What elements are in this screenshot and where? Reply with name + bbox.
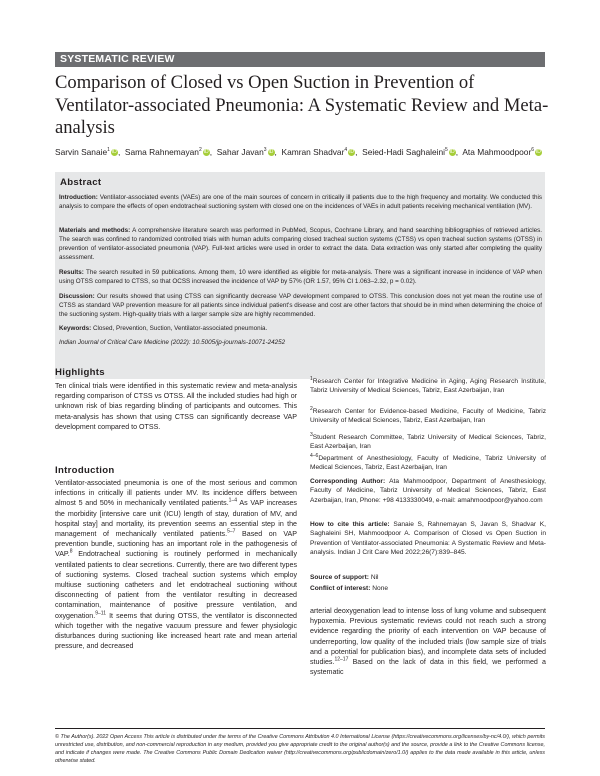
abstract-methods: Materials and methods: A comprehensive literature search was performed in PubMed, Scopus, Cochrane Library, and hand searching bibliographies of retrieved articles. The search was confined to randomized controlled trials with human adults comparing closed tracheal suction systems (CTSS) vs open tracheal suction systems (OTSS) in prevention of ventilator-associated pneumonia (VAP). Full-text articles were used in order to extract the data. Data extraction was only started after completing the quality assessment. (59, 227, 542, 262)
author[interactable]: Kamran Shadvar$^4$ iD (281, 147, 355, 157)
affiliation-4: $^{4-6}$Department of Anesthesiology, Faculty of Medicine, Tabriz University of Medical Sciences, Tabriz, East Azerbaijan, Iran (310, 452, 546, 472)
affiliation-1: $^1$Research Center for Integrative Medicine in Aging, Aging Research Institute, Tabriz University of Medical Sciences, Tabriz, East Azerbaijan, Iran (310, 375, 546, 395)
how-to-cite: How to cite this article: Sanaie S, Rahnemayan S, Javan S, Shadvar K, Saghaleini SH, Mahmoodpoor A. Comparison of Closed vs Open Suction in Prevention of Ventilator-associated Pneumonia: A Systematic Review and Meta-analysis. Indian J Crit Care Med 2022;26(7):839–845. (310, 521, 546, 556)
author[interactable]: Ata Mahmoodpoor$^6$ iD (462, 147, 541, 157)
orcid-icon[interactable]: iD (112, 149, 117, 156)
introduction-text: Ventilator-associated pneumonia is one of the most serious and common infections in critically ill patients under MV. Its incidence differs between almost 5 and 50% in mechanically ventilated patients.$^{1-4}$ As VAP increases the morbidity [intensive care unit (ICU) length of stay, duration of MV, and hospital stay] and mortality, its prevention seems an essential step in the management of mechanically ventilated patients.$^{5-7}$ Based on VAP prevention bundle, suctioning has an important role in the pathogenesis of VAP.$^8$ Endotracheal suctioning is routinely performed in mechanically ventilated patients to clear secretions. Currently, there are two different types of suctioning systems. Closed tracheal suction systems which employ multiuse suctioning catheters and let endotracheal suctioning without disconnecting of patient from the ventilator resulting in decreased contamination, maintenance of positive pressure ventilation, and oxygenation.$^{9-11}$ It seems that during OTSS, the ventilator is disconnected which together with the negative vacuum pressure and fewer physiologic disturbances during suctioning like increased heart rate and mean arterial pressure, and decreased (55, 479, 297, 651)
article-title: Comparison of Closed vs Open Suction in Prevention of Ventilator-associated Pneumonia: A Systematic Review and Meta-analysis (55, 72, 549, 138)
author-list: Sarvin Sanaie$^1$ iD, Sama Rahnemayan$^2$ iD, Sahar Javan$^3$ iD, Kamran Shadvar$^4$ iD, Seied-Hadi Saghaleini$^5$ iD, Ata Mahmoodpoor$^6$ iD (55, 147, 541, 157)
abstract-results: Results: The search resulted in 59 publications. Among them, 10 were identified as eligible for meta-analysis. There was a significant increase in incidence of VAP when using OTSS compared to CTSS, so that OCSS increased the incidence of VAP by 57% (OR 1.57, 95% CI 1.063–2.32, p = 0.02). (59, 269, 542, 286)
affiliation-2: $^2$Research Center for Evidence-based Medicine, Faculty of Medicine, Tabriz University of Medical Sciences, Tabriz, East Azerbaijan, Iran (310, 405, 546, 425)
license-footer: © The Author(s). 2022 Open Access This article is distributed under the terms of the Creative Commons Attribution 4.0 International License (https://creativecommons.org/licenses/by-nc/4.0/), which permits unrestricted use, distribution, and non-commercial reproduction in any medium, provided you give appropriate credit to the original author(s) and the source, provide a link to the Creative Commons license, and indicate if changes were made. The Creative Commons Public Domain Dedication waiver (http://creativecommons.org/publicdomain/zero/1.0/) applies to the data made available in this article, unless otherwise stated. (55, 734, 545, 764)
abstract-keywords: Keywords: Closed, Prevention, Suction, Ventilator-associated pneumonia. (59, 325, 268, 332)
source-of-support: Source of support: Nil (310, 574, 379, 581)
introduction-text-continued: arterial deoxygenation lead to intense loss of lung volume and subsequent hypoxemia. Previous systematic reviews could not reach such a strong evidence regarding the priority of each intervention on VAP because of underreporting, low quality of the included trials (low sample size of trials and a potential for publication bias), and incomplete data sets of included studies.$^{12-17}$ Based on the lack of data in this field, we performed a systematic (310, 607, 546, 677)
author[interactable]: Sahar Javan$^3$ iD (216, 147, 274, 157)
abstract-discussion: Discussion: Our results showed that using CTSS can significantly decrease VAP development compared to OTSS. This conclusion does not yet mean the routine use of CTSS as standard VAP prevention measure for all patients since individual patient's disease and cost are other factors that should be in mind when determining the choice of the suctioning system. High-quality trials with a larger sample size are highly recommended. (59, 293, 543, 319)
highlights-text: Ten clinical trials were identified in this systematic review and meta-analysis regarding comparison of CTSS vs OTSS. All the included studies had high or unknown risk of bias regarding blinding of participants and outcomes. This meta-analysis has shown that using CTSS can significantly decrease VAP development compared to OTSS. (55, 382, 297, 431)
orcid-icon[interactable]: iD (449, 149, 455, 156)
abstract-heading: Abstract (60, 177, 102, 188)
orcid-icon[interactable]: iD (203, 149, 209, 156)
corresponding-author: Corresponding Author: Ata Mahmoodpoor, Department of Anesthesiology, Faculty of Medicine, Tabriz University of Medical Sciences, Tabriz, East Azerbaijan, Iran, Phone: +98 4133330049, e-mail: amahmoodpoor@yahoo.com (310, 478, 547, 504)
highlights-heading: Highlights (55, 367, 105, 378)
footer-divider (55, 728, 545, 729)
orcid-icon[interactable]: iD (268, 149, 274, 156)
abstract-introduction: Introduction: Ventilator-associated events (VAEs) are one of the main sources of concern in critically ill patients due to the high frequency and mortality. We conducted this analysis to compare the effects of open endotracheal suctioning system with closed one on the incidences of VAEs in adult patients receiving mechanical ventilation (MV). (59, 194, 543, 211)
author[interactable]: Sama Rahnemayan$^2$ iD (124, 147, 209, 157)
orcid-icon[interactable]: iD (349, 149, 355, 156)
introduction-heading: Introduction (55, 465, 115, 476)
affiliation-3: $^3$Student Research Committee, Tabriz University of Medical Sciences, Tabriz, East Azerbaijan, Iran (310, 431, 546, 451)
author[interactable]: Sarvin Sanaie$^1$ iD (55, 147, 117, 157)
conflict-of-interest: Conflict of interest: None (310, 585, 389, 592)
article-type-banner: SYSTEMATIC REVIEW (55, 52, 545, 67)
orcid-icon[interactable]: iD (536, 149, 541, 156)
journal-citation: Indian Journal of Critical Care Medicine (2022): 10.5005/jp-journals-10071-24252 (59, 339, 286, 346)
author[interactable]: Seied-Hadi Saghaleini$^5$ iD (362, 147, 455, 157)
